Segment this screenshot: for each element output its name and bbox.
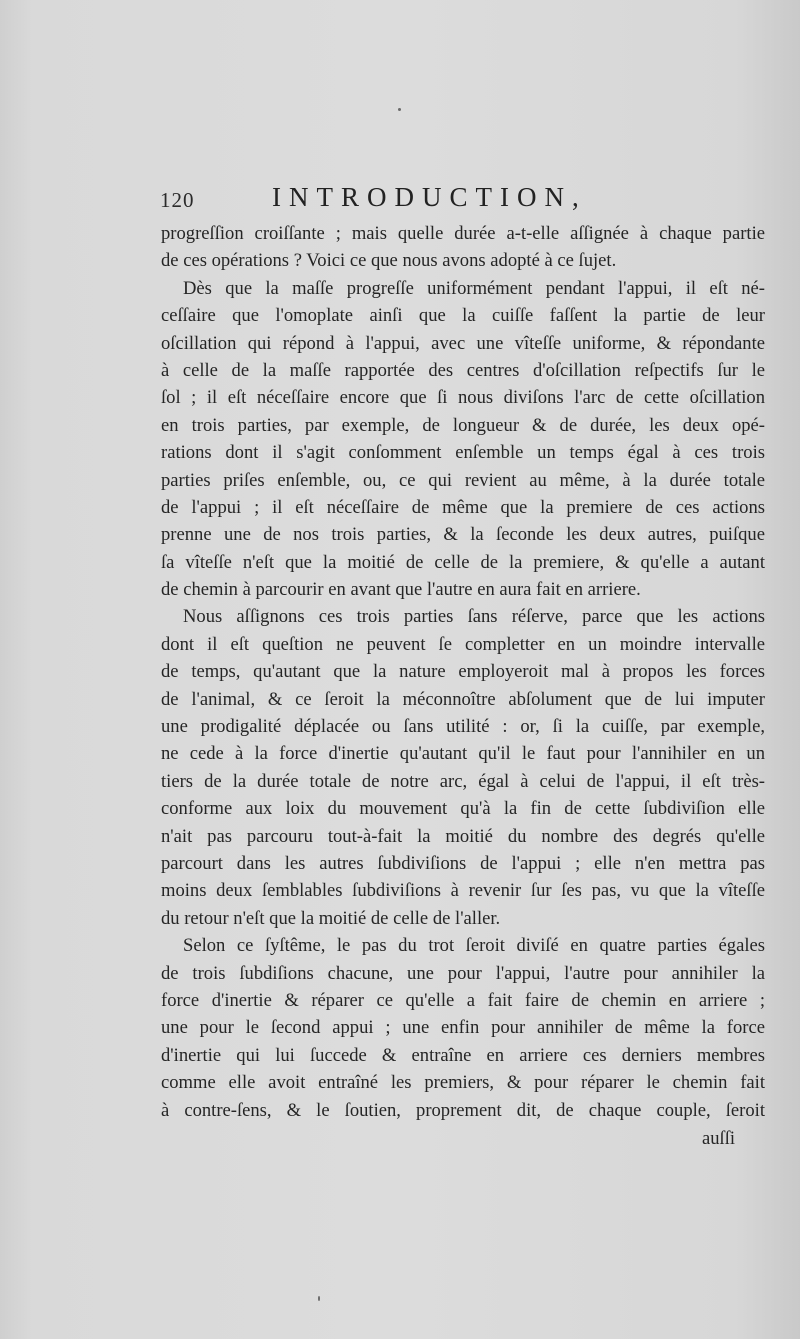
running-head	[160, 182, 640, 222]
catchword: auſſi	[702, 1128, 736, 1149]
text-line: en trois parties, par exemple, de longueur & de durée, les deux opé-	[161, 414, 765, 436]
running-title: INTRODUCTION,	[272, 182, 587, 212]
ink-speck	[398, 108, 401, 111]
text-line: progreſſion croiſſante ; mais quelle durée a-t-elle aſſignée à chaque partie	[161, 223, 765, 244]
text-line: une prodigalité déplacée ou ſans utilité : or, ſi la cuiſſe, par exemple,	[161, 716, 765, 738]
page-number: 120	[160, 188, 195, 212]
text-line: tiers de la durée totale de notre arc, égal à celui de l'appui, il eſt très-	[161, 770, 765, 792]
paragraph-first-line: Nous aſſignons ces trois parties ſans réſerve, parce que les actions	[183, 606, 765, 628]
text-line: moins deux ſemblables ſubdiviſions à revenir ſur ſes pas, vu que la vîteſſe	[161, 880, 765, 902]
text-line: de l'appui ; il eſt néceſſaire de même que la premiere de ces actions	[161, 496, 765, 518]
ink-speck	[318, 1296, 320, 1301]
text-line: de l'animal, & ce ſeroit la méconnoître abſolument que de lui imputer	[161, 688, 765, 710]
text-line: de temps, qu'autant que la nature employeroit mal à propos les forces	[161, 661, 765, 683]
text-line: oſcillation qui répond à l'appui, avec une vîteſſe uniforme, & répondante	[161, 332, 765, 354]
text-line: de trois ſubdiſions chacune, une pour l'appui, l'autre pour annihiler la	[161, 962, 765, 984]
text-line: ne cede à la force d'inertie qu'autant qu'il le faut pour l'annihiler en un	[161, 743, 765, 765]
body-text	[161, 220, 765, 1124]
paragraph-first-line: Dès que la maſſe progreſſe uniformément pendant l'appui, il eſt né-	[183, 277, 765, 299]
text-line: parties priſes enſemble, ou, ce qui revient au même, à la durée totale	[161, 469, 765, 491]
text-line: rations dont il s'agit conſomment enſemble un temps égal à ces trois	[161, 442, 765, 464]
text-line: à celle de la maſſe rapportée des centres d'oſcillation reſpectifs ſur le	[161, 359, 765, 381]
text-line: ceſſaire que l'omoplate ainſi que la cuiſſe faſſent la partie de leur	[161, 305, 765, 327]
text-line: comme elle avoit entraîné les premiers, & pour réparer le chemin fait	[161, 1072, 765, 1094]
text-line: force d'inertie & réparer ce qu'elle a fait faire de chemin en arriere ;	[161, 989, 765, 1011]
text-line: ſol ; il eſt néceſſaire encore que ſi nous diviſons l'arc de cette oſcillation	[161, 387, 765, 409]
text-line: d'inertie qui lui ſuccede & entraîne en arriere ces derniers membres	[161, 1044, 765, 1066]
paragraph-first-line: Selon ce ſyſtême, le pas du trot ſeroit diviſé en quatre parties égales	[183, 935, 765, 957]
text-line: prenne une de nos trois parties, & la ſeconde les deux autres, puiſque	[161, 524, 765, 546]
text-line: de chemin à parcourir en avant que l'autre en aura fait en arriere.	[161, 579, 641, 601]
text-line: dont il eſt queſtion ne peuvent ſe completter en un moindre intervalle	[161, 633, 765, 655]
text-line: ſa vîteſſe n'eſt que la moitié de celle de la premiere, & qu'elle a autant	[161, 551, 765, 573]
text-line: à contre-ſens, & le ſoutien, proprement dit, de chaque couple, ſeroit	[161, 1099, 765, 1121]
text-line: conforme aux loix du mouvement qu'à la fin de cette ſubdiviſion elle	[161, 798, 765, 820]
text-line: de ces opérations ? Voici ce que nous avons adopté à ce ſujet.	[161, 250, 617, 272]
text-line: n'ait pas parcouru tout-à-fait la moitié du nombre des degrés qu'elle	[161, 825, 765, 847]
text-line: parcourt dans les autres ſubdiviſions de l'appui ; elle n'en mettra pas	[161, 852, 765, 874]
text-line: du retour n'eſt que la moitié de celle de l'aller.	[161, 907, 501, 929]
text-line: une pour le ſecond appui ; une enfin pour annihiler de même la force	[161, 1017, 765, 1039]
